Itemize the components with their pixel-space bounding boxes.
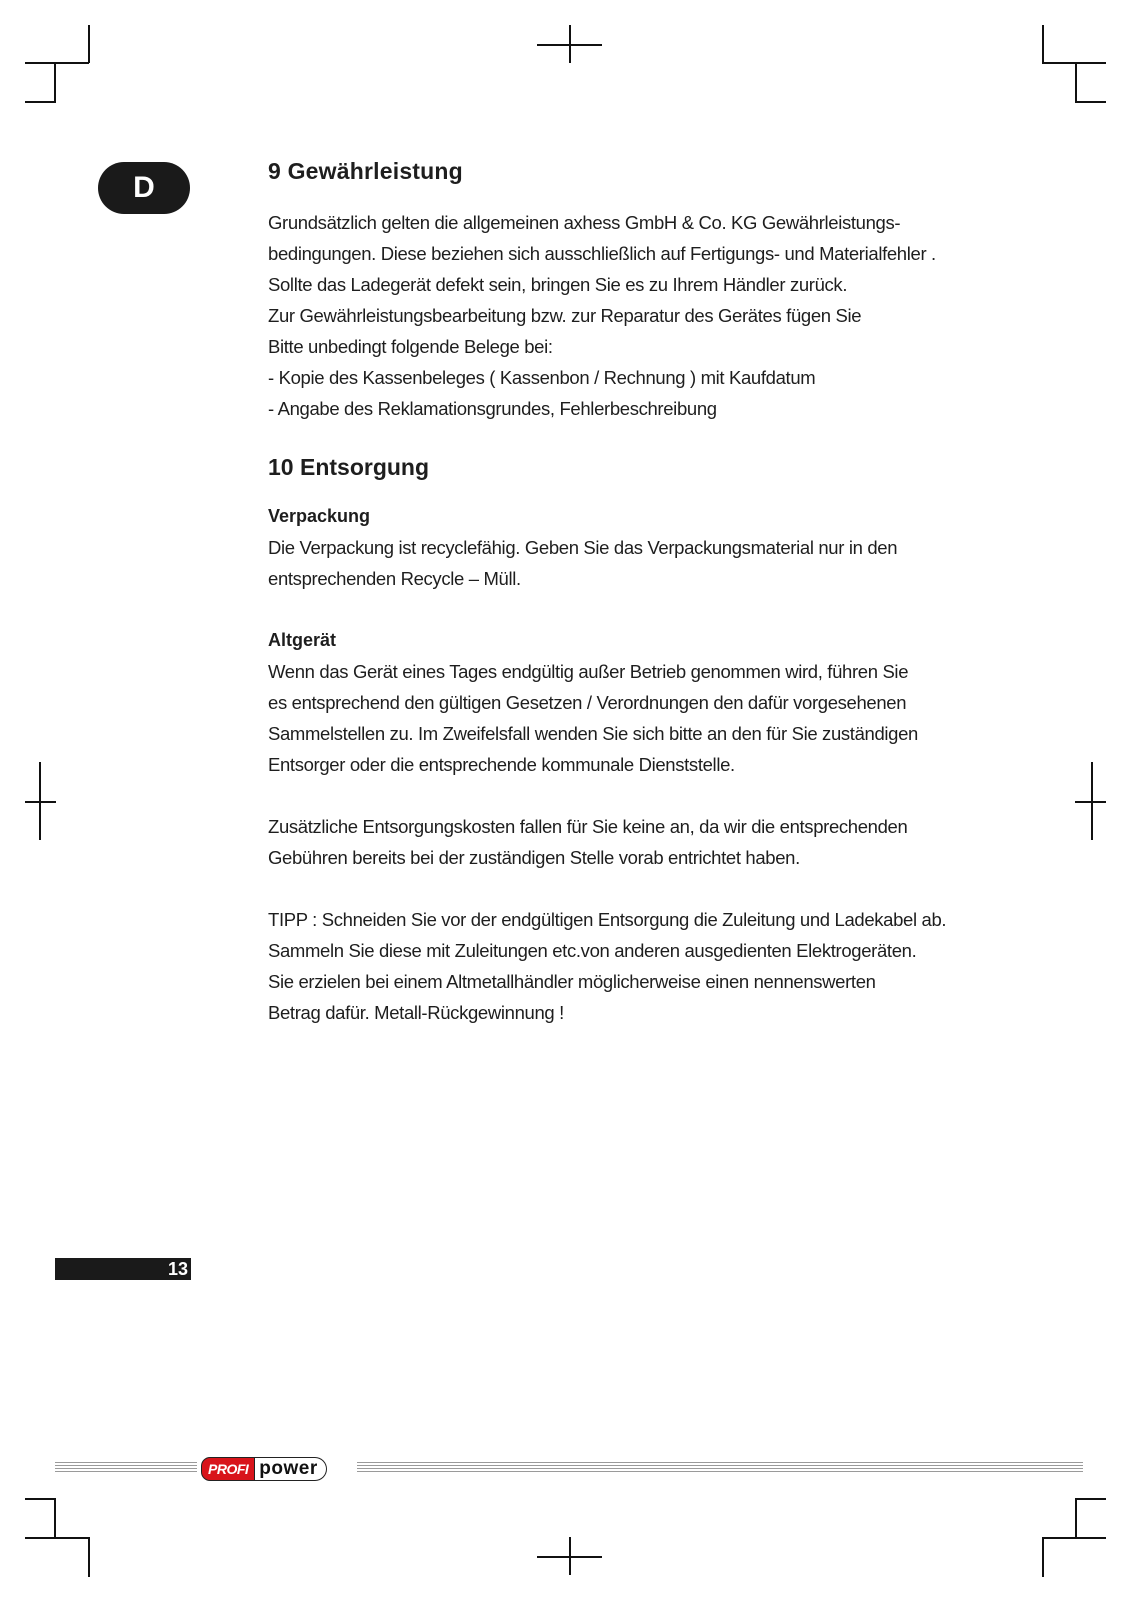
packaging-line: Die Verpackung ist recyclefähig. Geben Sie das Verpackungsmaterial nur in den (268, 537, 898, 558)
crop-mark (1042, 25, 1044, 63)
crop-mark (54, 62, 56, 102)
language-tab: D (98, 162, 190, 214)
old-device-line: Entsorger oder die entsprechende kommunale Dienststelle. (268, 754, 735, 775)
profi-power-logo (201, 1457, 327, 1481)
crop-mark (25, 1537, 89, 1539)
crop-mark (1075, 62, 1077, 102)
crop-mark (1075, 1498, 1106, 1500)
packaging-title: Verpackung (268, 506, 371, 526)
crop-mark (1042, 1537, 1106, 1539)
warranty-line: Grundsätzlich gelten die allgemeinen axhess GmbH & Co. KG Gewährleistungs- (268, 212, 901, 233)
crop-mark (54, 1498, 56, 1538)
footer-rule-right (357, 1462, 1083, 1476)
logo-power: power (255, 1457, 326, 1481)
crop-mark (25, 801, 56, 803)
page-number: 13 (55, 1258, 191, 1280)
disposal-heading: 10 Entsorgung (268, 454, 430, 480)
disposal-section (268, 454, 1028, 1028)
warranty-line: Bitte unbedingt folgende Belege bei: (268, 336, 553, 357)
warranty-line: - Kopie des Kassenbeleges ( Kassenbon / Rechnung ) mit Kaufdatum (268, 367, 816, 388)
warranty-line: - Angabe des Reklamationsgrundes, Fehlerbeschreibung (268, 398, 717, 419)
old-device-line: es entsprechend den gültigen Gesetzen / Verordnungen den dafür vorgesehenen (268, 692, 907, 713)
crop-mark (39, 762, 41, 840)
old-device-line: Wenn das Gerät eines Tages endgültig außer Betrieb genommen wird, führen Sie (268, 661, 909, 682)
crop-mark (1042, 1537, 1044, 1577)
logo-profi: PROFI (201, 1457, 255, 1481)
tip-line: Sie erzielen bei einem Altmetallhändler möglicherweise einen nennenswerten (268, 971, 876, 992)
footer-rule-left (55, 1462, 197, 1476)
crop-mark (88, 25, 90, 63)
warranty-line: Sollte das Ladegerät defekt sein, bringen Sie es zu Ihrem Händler zurück. (268, 274, 848, 295)
costs-line: Zusätzliche Entsorgungskosten fallen für Sie keine an, da wir die entsprechenden (268, 816, 908, 837)
crop-mark (1091, 762, 1093, 840)
warranty-heading: 9 Gewährleistung (268, 158, 463, 184)
tip-line: Betrag dafür. Metall-Rückgewinnung ! (268, 1002, 564, 1023)
warranty-line: Zur Gewährleistungsbearbeitung bzw. zur Reparatur des Gerätes fügen Sie (268, 305, 862, 326)
old-device-title: Altgerät (268, 630, 337, 650)
warranty-section (268, 158, 1028, 424)
tip-line: Sammeln Sie diese mit Zuleitungen etc.von anderen ausgedienten Elektrogeräten. (268, 940, 917, 961)
warranty-line: bedingungen. Diese beziehen sich ausschließlich auf Fertigungs- und Materialfehler . (268, 243, 936, 264)
packaging-line: entsprechenden Recycle – Müll. (268, 568, 521, 589)
crop-mark (569, 25, 571, 63)
crop-mark (25, 1498, 56, 1500)
crop-mark (1075, 1498, 1077, 1538)
tip-line: TIPP : Schneiden Sie vor der endgültigen Entsorgung die Zuleitung und Ladekabel ab. (268, 909, 947, 930)
costs-line: Gebühren bereits bei der zuständigen Stelle vorab entrichtet haben. (268, 847, 800, 868)
crop-mark (25, 62, 89, 64)
crop-mark (1042, 62, 1106, 64)
crop-mark (25, 101, 56, 103)
crop-mark (88, 1537, 90, 1577)
crop-mark (569, 1537, 571, 1575)
old-device-line: Sammelstellen zu. Im Zweifelsfall wenden Sie sich bitte an den für Sie zuständigen (268, 723, 918, 744)
crop-mark (1075, 101, 1106, 103)
main-content (268, 158, 1028, 1028)
